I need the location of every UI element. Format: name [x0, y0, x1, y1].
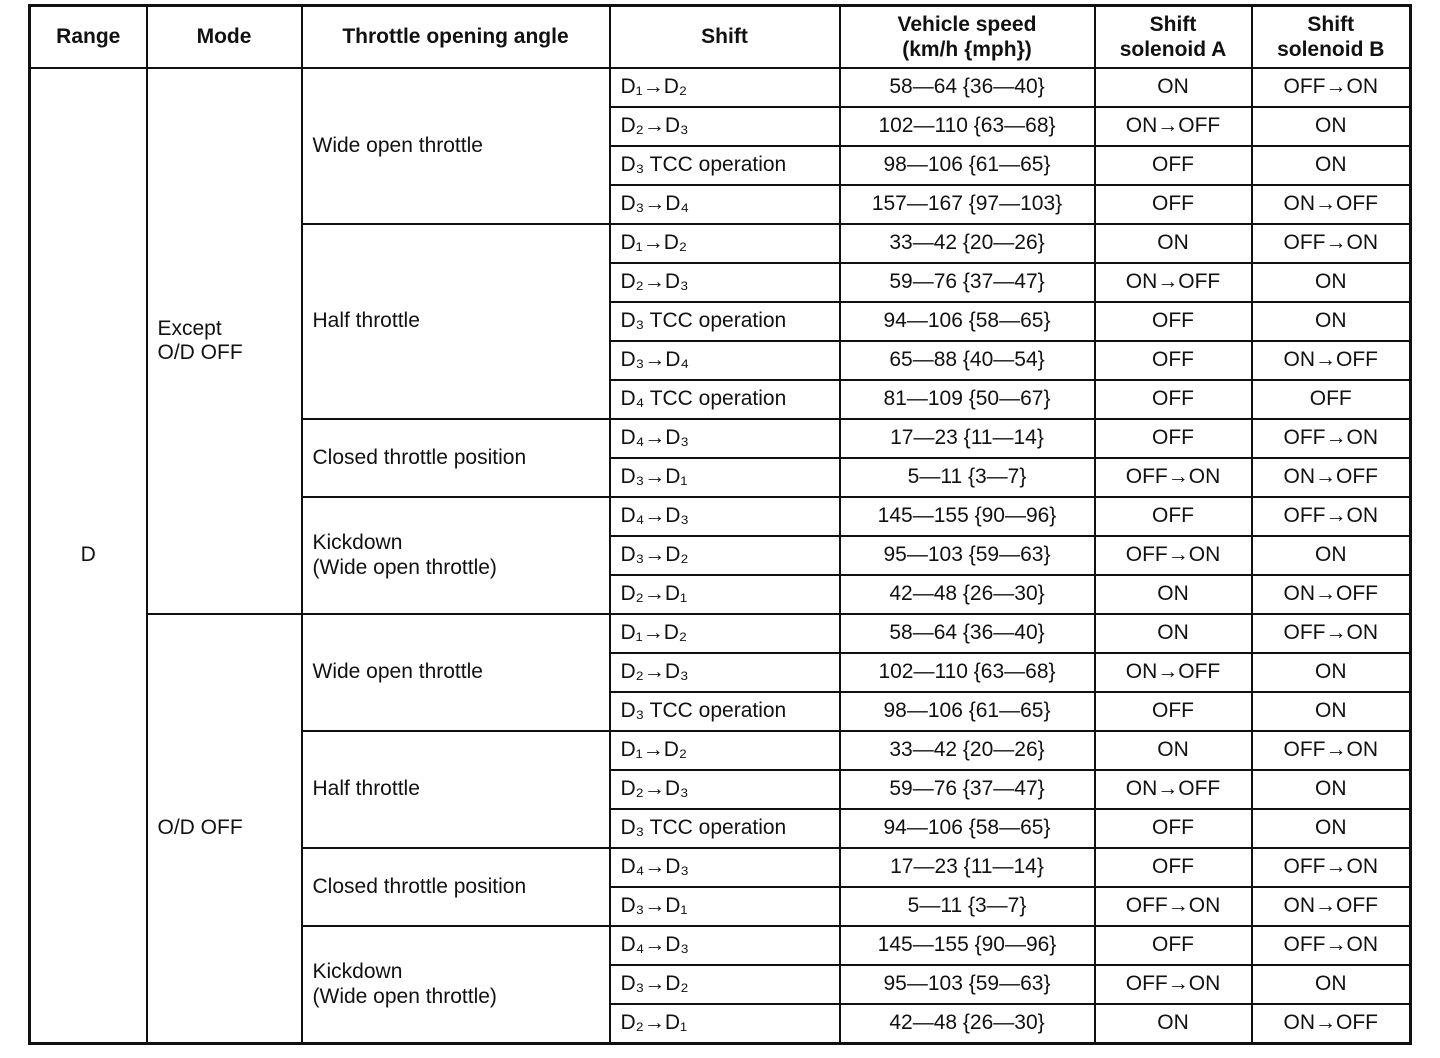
- header-speed-line1: Vehicle speed: [897, 12, 1037, 36]
- throttle-cell: Wide open throttle: [302, 68, 610, 224]
- vehicle-speed-cell: 94—106 {58—65}: [840, 302, 1095, 341]
- solenoid-b-cell: ON: [1252, 692, 1411, 731]
- vehicle-speed-cell: 81—109 {50—67}: [840, 380, 1095, 419]
- solenoid-b-cell: ON: [1252, 302, 1411, 341]
- throttle-cell: Kickdown (Wide open throttle): [302, 497, 610, 614]
- solenoid-b-cell: ON→OFF: [1252, 575, 1411, 614]
- solenoid-a-cell: ON: [1095, 224, 1252, 263]
- shift-cell: D₃→D₂: [610, 965, 840, 1004]
- vehicle-speed-cell: 145—155 {90—96}: [840, 497, 1095, 536]
- mode-cell: O/D OFF: [147, 614, 302, 1044]
- shift-cell: D₄→D₃: [610, 848, 840, 887]
- solenoid-a-cell: OFF→ON: [1095, 965, 1252, 1004]
- solenoid-a-cell: OFF: [1095, 341, 1252, 380]
- vehicle-speed-cell: 98—106 {61—65}: [840, 146, 1095, 185]
- solenoid-a-cell: ON: [1095, 1004, 1252, 1044]
- shift-cell: D₄→D₃: [610, 926, 840, 965]
- header-sol-b-line2: solenoid B: [1277, 38, 1385, 61]
- solenoid-b-cell: OFF→ON: [1252, 848, 1411, 887]
- vehicle-speed-cell: 5—11 {3—7}: [840, 887, 1095, 926]
- throttle-cell: Half throttle: [302, 224, 610, 419]
- vehicle-speed-cell: 59—76 {37—47}: [840, 263, 1095, 302]
- shift-cell: D₂→D₃: [610, 263, 840, 302]
- shift-cell: D₂→D₃: [610, 107, 840, 146]
- header-vehicle-speed: [840, 6, 1095, 69]
- vehicle-speed-cell: 42—48 {26—30}: [840, 575, 1095, 614]
- header-row: [30, 6, 1411, 69]
- shift-cell: D₃ TCC operation: [610, 692, 840, 731]
- shift-cell: D₁→D₂: [610, 731, 840, 770]
- throttle-cell: Closed throttle position: [302, 848, 610, 926]
- solenoid-b-cell: ON: [1252, 809, 1411, 848]
- shift-cell: D₂→D₁: [610, 575, 840, 614]
- vehicle-speed-cell: 65—88 {40—54}: [840, 341, 1095, 380]
- solenoid-b-cell: ON→OFF: [1252, 1004, 1411, 1044]
- vehicle-speed-cell: 58—64 {36—40}: [840, 68, 1095, 107]
- solenoid-b-cell: ON→OFF: [1252, 341, 1411, 380]
- table-row: [30, 68, 1411, 107]
- solenoid-a-cell: ON→OFF: [1095, 263, 1252, 302]
- solenoid-a-cell: OFF: [1095, 419, 1252, 458]
- shift-cell: D₄→D₃: [610, 497, 840, 536]
- shift-cell: D₃→D₁: [610, 887, 840, 926]
- solenoid-b-cell: ON: [1252, 107, 1411, 146]
- header-throttle: Throttle opening angle: [302, 6, 610, 69]
- header-sol-b-line1: Shift: [1307, 12, 1355, 36]
- shift-cell: D₃→D₂: [610, 536, 840, 575]
- header-solenoid-a: [1095, 6, 1252, 69]
- solenoid-b-cell: OFF→ON: [1252, 926, 1411, 965]
- shift-cell: D₃ TCC operation: [610, 146, 840, 185]
- solenoid-b-cell: ON: [1252, 146, 1411, 185]
- solenoid-a-cell: ON: [1095, 575, 1252, 614]
- header-mode: Mode: [147, 6, 302, 69]
- mode-cell: Except O/D OFF: [147, 68, 302, 614]
- solenoid-b-cell: OFF→ON: [1252, 614, 1411, 653]
- solenoid-b-cell: ON→OFF: [1252, 185, 1411, 224]
- vehicle-speed-cell: 58—64 {36—40}: [840, 614, 1095, 653]
- vehicle-speed-cell: 33—42 {20—26}: [840, 224, 1095, 263]
- throttle-cell: Half throttle: [302, 731, 610, 848]
- shift-schedule-table: [28, 4, 1412, 1045]
- shift-cell: D₄ TCC operation: [610, 380, 840, 419]
- vehicle-speed-cell: 95—103 {59—63}: [840, 965, 1095, 1004]
- vehicle-speed-cell: 102—110 {63—68}: [840, 107, 1095, 146]
- shift-cell: D₂→D₃: [610, 770, 840, 809]
- throttle-cell: Wide open throttle: [302, 614, 610, 731]
- vehicle-speed-cell: 95—103 {59—63}: [840, 536, 1095, 575]
- header-sol-a-line1: Shift: [1149, 12, 1197, 36]
- shift-cell: D₂→D₁: [610, 1004, 840, 1044]
- table-row: [30, 614, 1411, 653]
- shift-cell: D₃→D₄: [610, 341, 840, 380]
- shift-cell: D₃→D₁: [610, 458, 840, 497]
- vehicle-speed-cell: 157—167 {97—103}: [840, 185, 1095, 224]
- header-range: Range: [30, 6, 147, 69]
- header-shift: Shift: [610, 6, 840, 69]
- solenoid-a-cell: OFF: [1095, 302, 1252, 341]
- solenoid-b-cell: OFF: [1252, 380, 1411, 419]
- solenoid-a-cell: OFF→ON: [1095, 458, 1252, 497]
- shift-cell: D₁→D₂: [610, 614, 840, 653]
- solenoid-a-cell: OFF: [1095, 692, 1252, 731]
- vehicle-speed-cell: 145—155 {90—96}: [840, 926, 1095, 965]
- solenoid-b-cell: ON→OFF: [1252, 458, 1411, 497]
- solenoid-a-cell: OFF: [1095, 146, 1252, 185]
- shift-cell: D₂→D₃: [610, 653, 840, 692]
- solenoid-b-cell: OFF→ON: [1252, 731, 1411, 770]
- vehicle-speed-cell: 59—76 {37—47}: [840, 770, 1095, 809]
- solenoid-b-cell: ON: [1252, 263, 1411, 302]
- vehicle-speed-cell: 102—110 {63—68}: [840, 653, 1095, 692]
- header-sol-a-line2: solenoid A: [1119, 38, 1227, 61]
- table-body: [30, 68, 1411, 1044]
- solenoid-a-cell: ON→OFF: [1095, 653, 1252, 692]
- solenoid-a-cell: OFF: [1095, 185, 1252, 224]
- shift-cell: D₃ TCC operation: [610, 809, 840, 848]
- solenoid-b-cell: ON: [1252, 536, 1411, 575]
- solenoid-a-cell: ON→OFF: [1095, 770, 1252, 809]
- solenoid-a-cell: OFF: [1095, 848, 1252, 887]
- header-solenoid-b: [1252, 6, 1411, 69]
- solenoid-b-cell: ON: [1252, 770, 1411, 809]
- range-cell: D: [30, 68, 147, 1044]
- vehicle-speed-cell: 17—23 {11—14}: [840, 419, 1095, 458]
- solenoid-b-cell: OFF→ON: [1252, 68, 1411, 107]
- solenoid-a-cell: OFF: [1095, 926, 1252, 965]
- solenoid-a-cell: ON→OFF: [1095, 107, 1252, 146]
- throttle-cell: Kickdown (Wide open throttle): [302, 926, 610, 1044]
- solenoid-a-cell: OFF→ON: [1095, 887, 1252, 926]
- vehicle-speed-cell: 33—42 {20—26}: [840, 731, 1095, 770]
- solenoid-a-cell: OFF: [1095, 497, 1252, 536]
- throttle-cell: Closed throttle position: [302, 419, 610, 497]
- shift-cell: D₄→D₃: [610, 419, 840, 458]
- solenoid-a-cell: OFF→ON: [1095, 536, 1252, 575]
- solenoid-a-cell: OFF: [1095, 380, 1252, 419]
- solenoid-b-cell: OFF→ON: [1252, 419, 1411, 458]
- solenoid-a-cell: ON: [1095, 731, 1252, 770]
- header-speed-line2: (km/h {mph}): [902, 38, 1032, 61]
- vehicle-speed-cell: 94—106 {58—65}: [840, 809, 1095, 848]
- vehicle-speed-cell: 5—11 {3—7}: [840, 458, 1095, 497]
- solenoid-b-cell: ON: [1252, 965, 1411, 1004]
- solenoid-a-cell: OFF: [1095, 809, 1252, 848]
- solenoid-b-cell: OFF→ON: [1252, 497, 1411, 536]
- solenoid-b-cell: ON: [1252, 653, 1411, 692]
- solenoid-a-cell: ON: [1095, 68, 1252, 107]
- shift-cell: D₁→D₂: [610, 224, 840, 263]
- vehicle-speed-cell: 42—48 {26—30}: [840, 1004, 1095, 1044]
- solenoid-b-cell: OFF→ON: [1252, 224, 1411, 263]
- vehicle-speed-cell: 17—23 {11—14}: [840, 848, 1095, 887]
- solenoid-b-cell: ON→OFF: [1252, 887, 1411, 926]
- vehicle-speed-cell: 98—106 {61—65}: [840, 692, 1095, 731]
- shift-cell: D₃ TCC operation: [610, 302, 840, 341]
- shift-cell: D₃→D₄: [610, 185, 840, 224]
- solenoid-a-cell: ON: [1095, 614, 1252, 653]
- shift-cell: D₁→D₂: [610, 68, 840, 107]
